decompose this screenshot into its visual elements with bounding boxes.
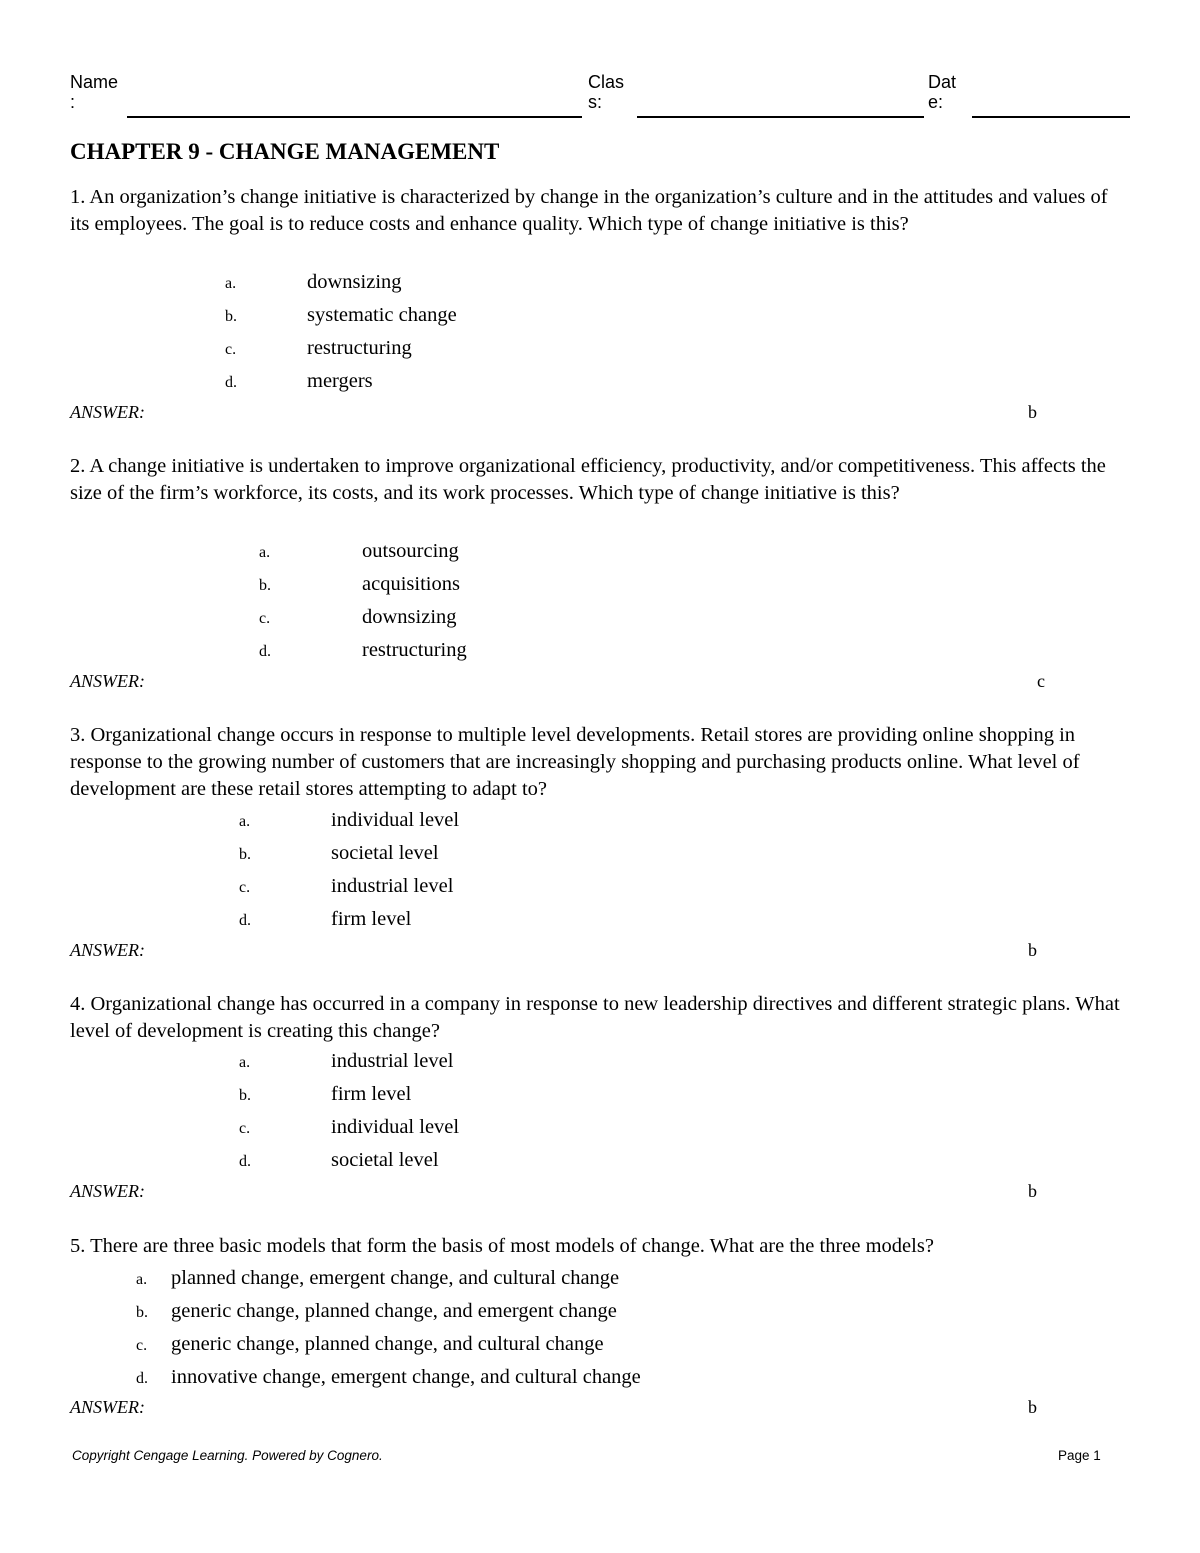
- question-1-text: 1. An organization’s change initiative is characterized by change in the organization’s culture and in the attitudes and values of its employees. The goal is to reduce costs and enhance quality. Which type of change initiative is this?: [70, 186, 1108, 235]
- name-label: [70, 72, 118, 112]
- option-text[interactable]: firm level: [331, 908, 412, 930]
- option-letter: a.: [259, 544, 271, 561]
- option-letter: b.: [259, 577, 271, 594]
- name-label-line2: :: [70, 92, 76, 112]
- option-row[interactable]: [259, 637, 271, 665]
- question-5-text: 5. There are three basic models that form the basis of most models of change. What are the three models?: [70, 1235, 934, 1257]
- option-letter: a.: [225, 275, 237, 292]
- option-letter: a.: [136, 1271, 148, 1288]
- chapter-title: CHAPTER 9 - CHANGE MANAGEMENT: [70, 139, 500, 164]
- page-number: Page 1: [1058, 1448, 1101, 1463]
- answer-value: b: [1028, 1181, 1037, 1201]
- option-text[interactable]: societal level: [331, 842, 439, 864]
- option-text[interactable]: downsizing: [362, 606, 457, 628]
- class-label-line2: s:: [588, 92, 603, 112]
- question-4-text: 4. Organizational change has occurred in a company in response to new leadership directives and different strategic plans. What level of development is creating this change?: [70, 993, 1120, 1042]
- option-row[interactable]: [239, 1114, 250, 1142]
- option-row[interactable]: [136, 1331, 147, 1359]
- answer-label: ANSWER:: [70, 671, 145, 691]
- option-text[interactable]: systematic change: [307, 304, 457, 326]
- class-label: [588, 72, 624, 112]
- option-text[interactable]: outsourcing: [362, 540, 459, 562]
- option-letter: d.: [239, 1153, 251, 1170]
- option-row[interactable]: [259, 604, 270, 632]
- copyright-text: Copyright Cengage Learning. Powered by Cognero.: [72, 1448, 383, 1463]
- option-row[interactable]: [239, 1048, 250, 1076]
- option-row[interactable]: [239, 1147, 251, 1175]
- answer-label: ANSWER:: [70, 402, 145, 422]
- answer-label: ANSWER:: [70, 940, 145, 960]
- answer-value: b: [1028, 402, 1037, 422]
- option-text[interactable]: industrial level: [331, 1050, 454, 1072]
- option-letter: a.: [239, 813, 251, 830]
- option-letter: c.: [225, 341, 237, 358]
- option-row[interactable]: [136, 1265, 147, 1293]
- option-row[interactable]: [259, 571, 271, 599]
- option-row[interactable]: [136, 1298, 148, 1326]
- option-row[interactable]: [259, 538, 270, 566]
- name-field-line[interactable]: [127, 116, 582, 118]
- date-field-line[interactable]: [972, 116, 1130, 118]
- answer-value: b: [1028, 1397, 1037, 1417]
- option-text[interactable]: individual level: [331, 1116, 460, 1138]
- option-letter: a.: [239, 1054, 251, 1071]
- option-letter: d.: [136, 1370, 148, 1387]
- option-text[interactable]: restructuring: [307, 337, 412, 359]
- date-label: [928, 72, 956, 112]
- answer-value: b: [1028, 940, 1037, 960]
- option-letter: d.: [239, 912, 251, 929]
- option-row[interactable]: [225, 335, 236, 363]
- option-letter: d.: [225, 374, 237, 391]
- date-label-line1: Dat: [928, 72, 957, 92]
- option-text[interactable]: mergers: [307, 370, 373, 392]
- option-letter: c.: [239, 879, 251, 896]
- answer-label: ANSWER:: [70, 1181, 145, 1201]
- option-row[interactable]: [239, 873, 250, 901]
- option-row[interactable]: [225, 269, 236, 297]
- question-3-text: 3. Organizational change occurs in response to multiple level developments. Retail stores are providing online shopping in response to the growing number of customers that are increasingly shopping and purchasing products online. What level of development are these retail stores attempting to adapt to?: [70, 724, 1080, 800]
- option-row[interactable]: [136, 1364, 148, 1392]
- class-field-line[interactable]: [637, 116, 924, 118]
- option-text[interactable]: societal level: [331, 1149, 439, 1171]
- option-text[interactable]: industrial level: [331, 875, 454, 897]
- option-letter: b.: [239, 1087, 251, 1104]
- question-2-text: 2. A change initiative is undertaken to improve organizational efficiency, productivity, and/or competitiveness. This affects the size of the firm’s workforce, its costs, and its work processes. Which type of change initiative is this?: [70, 455, 1106, 504]
- option-letter: c.: [239, 1120, 251, 1137]
- option-text[interactable]: generic change, planned change, and emergent change: [171, 1300, 617, 1322]
- option-row[interactable]: [239, 840, 251, 868]
- option-letter: c.: [259, 610, 271, 627]
- name-label-line1: Name: [70, 72, 119, 92]
- option-text[interactable]: downsizing: [307, 271, 402, 293]
- option-letter: c.: [136, 1337, 148, 1354]
- option-row[interactable]: [225, 368, 237, 396]
- option-text[interactable]: innovative change, emergent change, and cultural change: [171, 1366, 641, 1388]
- date-label-line2: e:: [928, 92, 944, 112]
- option-row[interactable]: [239, 1081, 251, 1109]
- option-letter: b.: [225, 308, 237, 325]
- option-text[interactable]: firm level: [331, 1083, 412, 1105]
- class-label-line1: Clas: [588, 72, 625, 92]
- option-letter: d.: [259, 643, 271, 660]
- option-letter: b.: [239, 846, 251, 863]
- answer-value: c: [1037, 671, 1045, 691]
- option-row[interactable]: [225, 302, 237, 330]
- option-text[interactable]: planned change, emergent change, and cultural change: [171, 1267, 620, 1289]
- option-text[interactable]: acquisitions: [362, 573, 460, 595]
- option-text[interactable]: individual level: [331, 809, 460, 831]
- option-letter: b.: [136, 1304, 148, 1321]
- option-row[interactable]: [239, 906, 251, 934]
- option-text[interactable]: generic change, planned change, and cultural change: [171, 1333, 604, 1355]
- option-row[interactable]: [239, 807, 250, 835]
- answer-label: ANSWER:: [70, 1397, 145, 1417]
- option-text[interactable]: restructuring: [362, 639, 467, 661]
